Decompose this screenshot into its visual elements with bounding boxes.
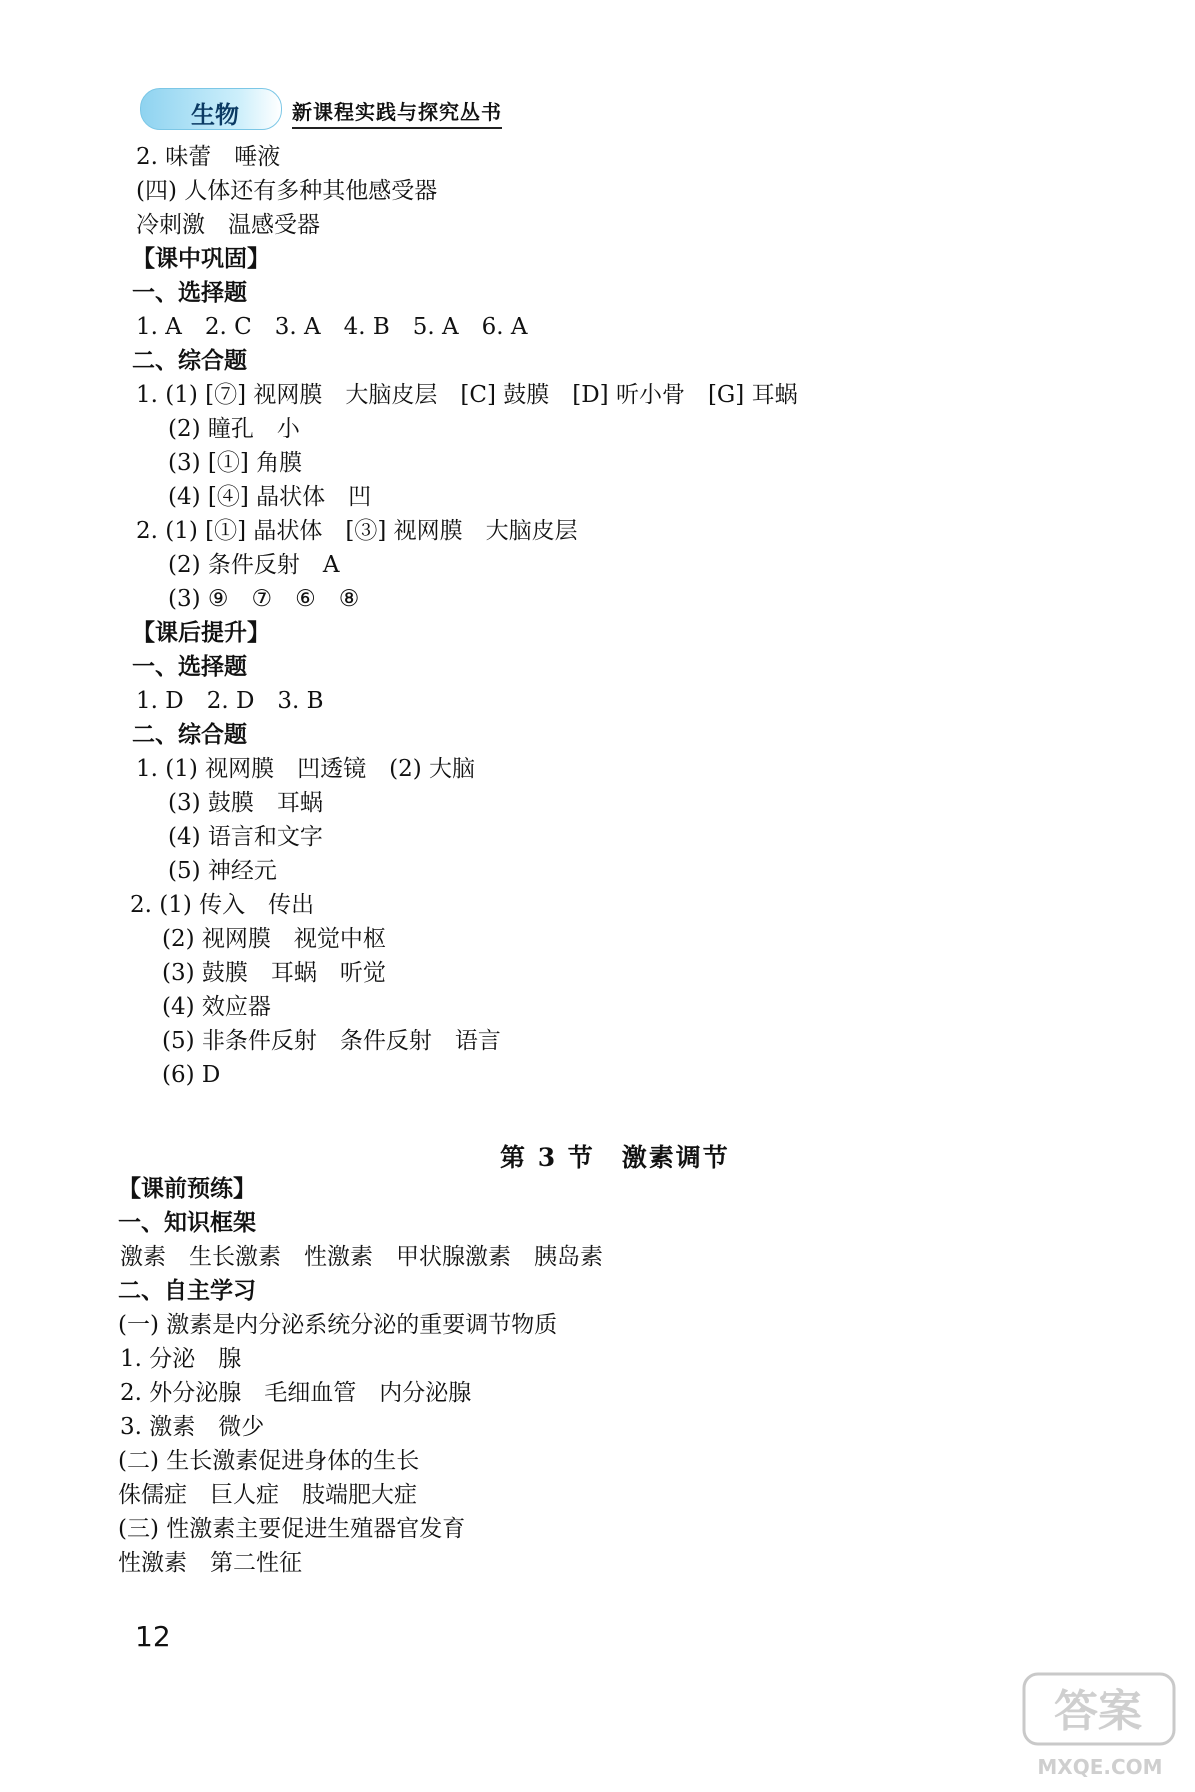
answer-line: 2. (1) [①] 晶状体 [③] 视网膜 大脑皮层: [136, 518, 578, 544]
answer-line: 1. A 2. C 3. A 4. B 5. A 6. A: [136, 314, 528, 340]
section-title: 第 3 节 激素调节: [500, 1143, 730, 1172]
section-heading: 【课中巩固】: [132, 246, 270, 272]
answer-line: 2. (1) 传入 传出: [130, 892, 315, 918]
series-title: 新课程实践与探究丛书: [292, 96, 502, 129]
section-heading: 二、综合题: [132, 722, 247, 748]
answer-line: (4) [④] 晶状体 凹: [168, 484, 372, 510]
section-heading: 一、选择题: [132, 654, 247, 680]
subject-badge: [140, 88, 282, 130]
answer-line: (3) ⑨ ⑦ ⑥ ⑧: [168, 586, 360, 612]
section-heading: 【课后提升】: [132, 620, 270, 646]
answer-line: 2. 味蕾 唾液: [136, 144, 281, 170]
answer-line: 激素 生长激素 性激素 甲状腺激素 胰岛素: [120, 1244, 603, 1270]
answer-line: 1. (1) [⑦] 视网膜 大脑皮层 [C] 鼓膜 [D] 听小骨 [G] 耳蜗: [136, 382, 798, 408]
answer-line: (5) 神经元: [168, 858, 277, 884]
answer-line: (5) 非条件反射 条件反射 语言: [162, 1028, 501, 1054]
svg-text:答案: 答案: [1054, 1686, 1142, 1737]
answer-line: 冷刺激 温感受器: [136, 212, 320, 238]
section-heading: 一、选择题: [132, 280, 247, 306]
answer-line: (3) 鼓膜 耳蜗 听觉: [162, 960, 386, 986]
subject-label: 生物: [191, 101, 239, 129]
svg-text:MXQE.COM: MXQE.COM: [1037, 1755, 1163, 1779]
answer-line: (6) D: [162, 1062, 221, 1088]
answer-line: 1. 分泌 腺: [120, 1346, 242, 1372]
answer-line: (四) 人体还有多种其他感受器: [136, 178, 438, 204]
answer-line: (3) [①] 角膜: [168, 450, 303, 476]
answer-line: (一) 激素是内分泌系统分泌的重要调节物质: [118, 1312, 558, 1338]
answer-line: 1. D 2. D 3. B: [136, 688, 324, 714]
answer-line: 侏儒症 巨人症 肢端肥大症: [118, 1482, 417, 1508]
answer-line: (2) 视网膜 视觉中枢: [162, 926, 386, 952]
section-heading: 二、综合题: [132, 348, 247, 374]
answer-line: (3) 鼓膜 耳蜗: [168, 790, 323, 816]
answer-line: (三) 性激素主要促进生殖器官发育: [118, 1516, 466, 1542]
answer-line: (2) 瞳孔 小: [168, 416, 300, 442]
answer-line: (4) 效应器: [162, 994, 271, 1020]
section-heading: 二、自主学习: [118, 1278, 256, 1304]
answer-line: 2. 外分泌腺 毛细血管 内分泌腺: [120, 1380, 472, 1406]
answer-logo-icon: [1020, 1668, 1180, 1786]
page-header: [140, 86, 510, 130]
answer-line: (4) 语言和文字: [168, 824, 323, 850]
answer-line: 3. 激素 微少: [120, 1414, 265, 1440]
page-number: 12: [135, 1620, 171, 1653]
answer-line: 性激素 第二性征: [118, 1550, 302, 1576]
section-heading: 一、知识框架: [118, 1210, 256, 1236]
answer-line: (二) 生长激素促进身体的生长: [118, 1448, 420, 1474]
section-heading: 【课前预练】: [118, 1176, 256, 1202]
answer-line: (2) 条件反射 A: [168, 552, 340, 578]
answer-line: 1. (1) 视网膜 凹透镜 (2) 大脑: [136, 756, 476, 782]
